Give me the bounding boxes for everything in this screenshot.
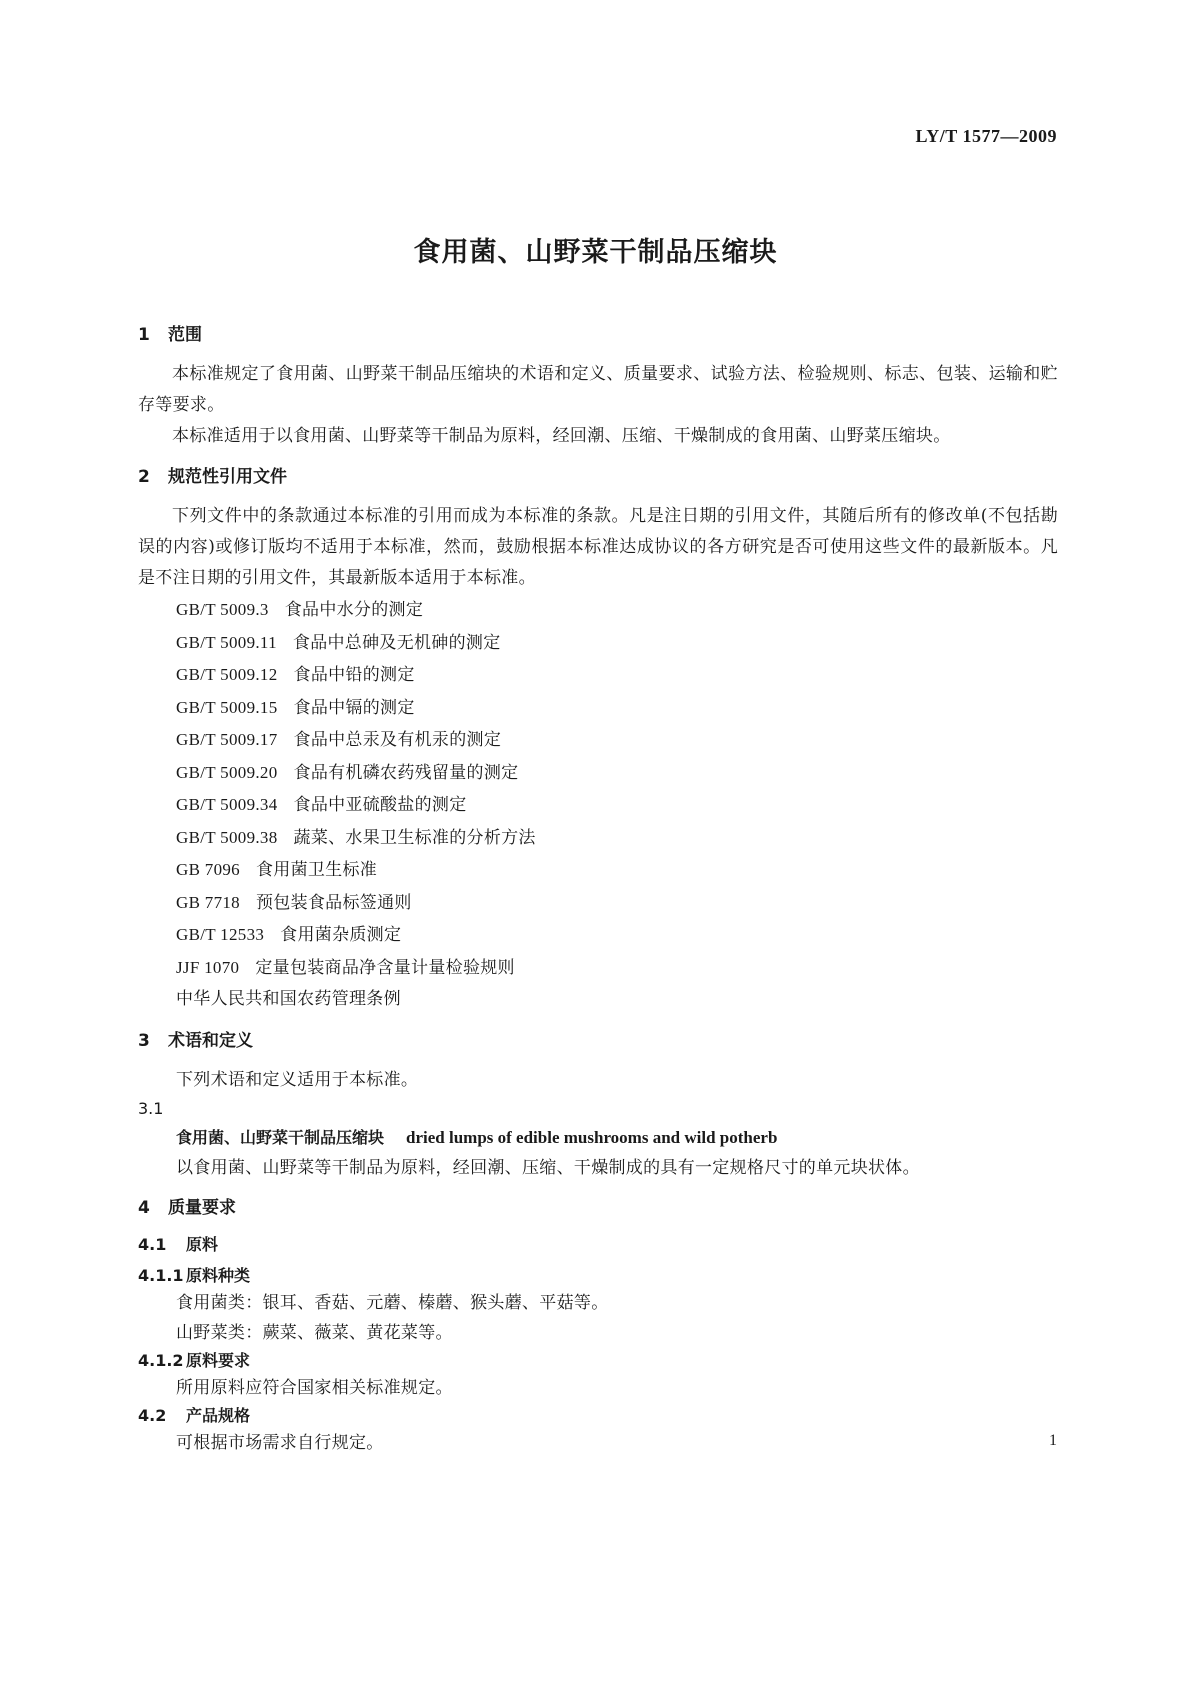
reference-title: 食品中总汞及有机汞的测定 (293, 730, 502, 750)
reference-code: JJF 1070 (176, 957, 240, 977)
section-heading-quality (138, 1193, 1058, 1218)
terms-intro: 下列术语和定义适用于本标准。 (176, 1069, 419, 1090)
reference-item (176, 854, 1058, 887)
section-title: 术语和定义 (168, 1030, 253, 1051)
product-spec-text: 可根据市场需求自行规定。 (176, 1432, 384, 1453)
subsection-heading-4-1-2 (138, 1348, 1058, 1373)
reference-title: 食品中水分的测定 (284, 600, 424, 620)
reference-item (176, 627, 1058, 660)
reference-item (176, 724, 1058, 757)
standard-code: LY/T 1577—2009 (915, 126, 1057, 146)
term-chinese: 食用菌、山野菜干制品压缩块 (176, 1127, 385, 1147)
reference-code: GB/T 5009.38 (176, 827, 278, 847)
reference-title: 中华人民共和国农药管理条例 (176, 989, 401, 1009)
reference-item (176, 952, 1058, 985)
reference-title: 预包装食品标签通则 (255, 892, 412, 913)
reference-item (176, 919, 1058, 952)
subsection-heading-4-2 (138, 1403, 1058, 1428)
subsection-number: 4.2 (138, 1405, 167, 1425)
reference-item (176, 789, 1058, 822)
reference-code: GB/T 12533 (176, 925, 265, 944)
term-definition: 以食用菌、山野菜等干制品为原料，经回潮、压缩、干燥制成的具有一定规格尺寸的单元块状体。 (176, 1157, 920, 1178)
reference-title: 食品有机磷农药残留量的测定 (293, 762, 519, 783)
subsection-number: 4.1 (138, 1234, 167, 1254)
section-heading-references (138, 462, 1058, 487)
clause-number-3-1: 3.1 (138, 1098, 164, 1118)
subsection-title: 原料 (186, 1234, 219, 1254)
section-title: 质量要求 (168, 1197, 236, 1218)
subsection-title: 原料种类 (186, 1265, 251, 1285)
section-heading-terms (138, 1026, 1058, 1051)
scope-paragraph-2: 本标准适用于以食用菌、山野菜等干制品为原料，经回潮、压缩、干燥制成的食用菌、山野菜压缩块。 (172, 426, 951, 446)
reference-code: GB 7718 (176, 892, 240, 912)
reference-code: GB/T 5009.12 (176, 665, 278, 684)
section-number: 2 (138, 467, 150, 487)
reference-code: GB/T 5009.3 (176, 600, 269, 619)
section-number: 1 (138, 325, 150, 345)
reference-item (176, 984, 1058, 1016)
reference-code: GB/T 5009.20 (176, 762, 278, 782)
reference-title: 食品中铅的测定 (293, 665, 415, 685)
reference-list (138, 594, 1058, 1016)
material-requirement-text: 所用原料应符合国家相关标准规定。 (176, 1377, 453, 1398)
reference-title: 食用菌卫生标准 (255, 860, 378, 880)
reference-title: 食品中亚硫酸盐的测定 (293, 795, 467, 815)
document-title: 食用菌、山野菜干制品压缩块 (413, 237, 778, 268)
section-number: 3 (138, 1030, 150, 1051)
section-title: 规范性引用文件 (168, 467, 287, 487)
subsection-heading-4-1 (138, 1232, 1058, 1257)
subsection-heading-4-1-1 (138, 1263, 1058, 1288)
term-entry (176, 1123, 1058, 1153)
material-type-mushrooms: 食用菌类：银耳、香菇、元蘑、榛蘑、猴头蘑、平菇等。 (176, 1292, 609, 1313)
references-intro: 下列文件中的条款通过本标准的引用而成为本标准的条款。凡是注日期的引用文件，其随后所有的修改单(不包括勘误的内容)或修订版均不适用于本标准，然而，鼓励根据本标准达成协议的各方研究是否可使用这些文件的最新版本。凡是不注日期的引用文件，其最新版本适用于本标准。 (138, 506, 1058, 588)
subsection-number: 4.1.1 (138, 1265, 184, 1285)
reference-title: 定量包装商品净含量计量检验规则 (255, 957, 515, 978)
scope-paragraph-1: 本标准规定了食用菌、山野菜干制品压缩块的术语和定义、质量要求、试验方法、检验规则、标志、包装、运输和贮存等要求。 (138, 364, 1058, 415)
section-number: 4 (138, 1197, 150, 1218)
subsection-number: 4.1.2 (138, 1350, 184, 1370)
reference-title: 食品中镉的测定 (293, 697, 415, 718)
reference-title: 食用菌杂质测定 (280, 925, 402, 945)
reference-item (176, 822, 1058, 855)
page-number: 1 (1049, 1432, 1057, 1449)
reference-code: GB/T 5009.34 (176, 795, 278, 814)
term-english: dried lumps of edible mushrooms and wild potherb (406, 1127, 778, 1147)
subsection-title: 产品规格 (186, 1405, 251, 1425)
reference-code: GB/T 5009.11 (176, 632, 277, 652)
reference-item (176, 757, 1058, 790)
reference-title: 食品中总砷及无机砷的测定 (292, 632, 501, 653)
reference-item (176, 594, 1058, 627)
material-type-potherbs: 山野菜类：蕨菜、薇菜、黄花菜等。 (176, 1322, 453, 1343)
reference-code: GB 7096 (176, 860, 240, 879)
section-title: 范围 (168, 325, 202, 345)
reference-code: GB/T 5009.17 (176, 730, 278, 749)
reference-title: 蔬菜、水果卫生标准的分析方法 (293, 827, 536, 848)
subsection-title: 原料要求 (186, 1350, 251, 1370)
section-heading-scope (138, 320, 1058, 345)
reference-item (176, 692, 1058, 725)
reference-item (176, 659, 1058, 692)
reference-code: GB/T 5009.15 (176, 697, 278, 717)
reference-item (176, 887, 1058, 920)
document-body (138, 320, 1058, 1458)
